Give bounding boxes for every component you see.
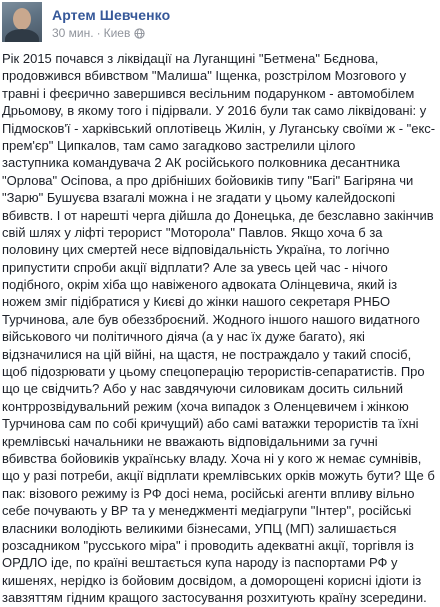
post-text-line: кремлівські начальники не вважають відповідальними за гучні — [2, 433, 378, 449]
post-text-line: Турчинова сам по собі кричущий) або самі ватажки терористів та їхні — [2, 416, 419, 432]
post-text-line: половину цих смертей несе відповідальність Україна, то логічно — [2, 242, 390, 258]
avatar-face — [13, 8, 31, 30]
post-text-line: прем'єр" Ципкалов, там само загадково застрелили цілого — [2, 137, 356, 153]
post-text-line: Рік 2015 почався з ліквідації на Луганщині "Бетмена" Бєднова, — [2, 51, 379, 66]
author-avatar[interactable] — [2, 2, 42, 42]
avatar-shoulders — [5, 29, 39, 42]
post-text-line: кишенях, нерідко із бойовим досвідом, а доморощені корисні ідіоти із — [2, 572, 422, 588]
post-text-line: травні і феєрично завершився весільним подарунком - автомобілем — [2, 85, 415, 101]
post-text-line: відзначилися на цій війні, на щастя, не постраждало у такий спосіб, — [2, 346, 412, 362]
post-text-line: вбивств. І от нарешті черга дійшла до Донецька, де безславно закінчив — [2, 207, 434, 223]
post-text-line: Дрьомову, в якому того і підірвали. У 2016 були так само ліквідовані: у — [2, 103, 427, 119]
globe-icon[interactable] — [134, 28, 145, 39]
post-text-line: пак: візового режиму із РФ досі нема, російські агенти впливу вільно — [2, 485, 415, 501]
meta-separator: · — [96, 26, 101, 40]
post-body — [2, 50, 436, 607]
post-text-line: ножем зміг підібратися у Києві до жінки нашого секретаря РНБО — [2, 294, 391, 310]
post-text-line: ОРДЛО іде, по країні вештається купа народу із паспортами РФ у — [2, 555, 398, 571]
post-text-line: військового чи політичного діяча (а у нас їх дуже багато), які — [2, 329, 365, 345]
post-text-line: припустити спроби акції відплати? Але за увесь цей час - нічого — [2, 259, 388, 275]
post-text-line: щоб підозрювати у цьому спецоперацію терористів-сепаратистів. Про — [2, 364, 425, 380]
post-text-line: завзяттям гідним кращого застосування розхитують країну зсередини. — [2, 590, 427, 606]
post-meta — [52, 26, 145, 40]
post-text-line: продовжився вбивством "Малиша" Іщенка, розстрілом Мозгового у — [2, 68, 407, 84]
post-text-line: Підмосков'ї - харківський оплотівець Жилін, у Луганську своїми ж - "екс- — [2, 120, 436, 136]
post-text-line: вбивства бойовиків українську владу. Хоча ні у кого ж немає сумнівів, — [2, 450, 422, 466]
post-text-line: Турчинова, але був обеззброєний. Жодного іншого нашого видатного — [2, 311, 420, 327]
post-text-line: заступника командувача 2 АК російського полковника десантника — [2, 155, 400, 171]
post-text-line: власники володіють великими бізнесами, УПЦ (МП) залишається — [2, 520, 397, 536]
post-time-link[interactable]: 30 мин. — [52, 26, 94, 40]
post-text-line: що це свідчить? Або у нас завдячуючи силовикам досить сильний — [2, 381, 403, 397]
post-location-link[interactable]: Киев — [103, 26, 131, 40]
post-text-line: "Орлова" Осіпова, а про дрібніших бойовиків типу "Багі" Багіряна чи — [2, 172, 414, 188]
post-text-line: розсадником "русського міра" і проводить адекватні акції, торгівля із — [2, 537, 414, 553]
author-name-link[interactable]: Артем Шевченко — [52, 7, 171, 23]
post-text-line: свій шлях у ліфті терорист "Моторола" Павлов. Якщо хоча б за — [2, 224, 383, 240]
post-text-line: подібного, окрім хіба що навіженого адвоката Олінцевича, який із — [2, 277, 398, 293]
post-text-line: що у разі потреби, акції відплати кремлівських орків можуть бути? Ще б — [2, 468, 435, 484]
post-header — [0, 0, 440, 44]
post-text-line: контррозвідувальний режим (хоча випадок з Оленцевичем і жінкою — [2, 398, 409, 414]
post-text-line: себе почувають у ВР та у менеджменті медіагрупи "Інтер", російські — [2, 503, 412, 519]
post-text-line: "Зарю" Бушуєва взагалі можна і не згадати у цьому калейдоскопі — [2, 190, 396, 206]
